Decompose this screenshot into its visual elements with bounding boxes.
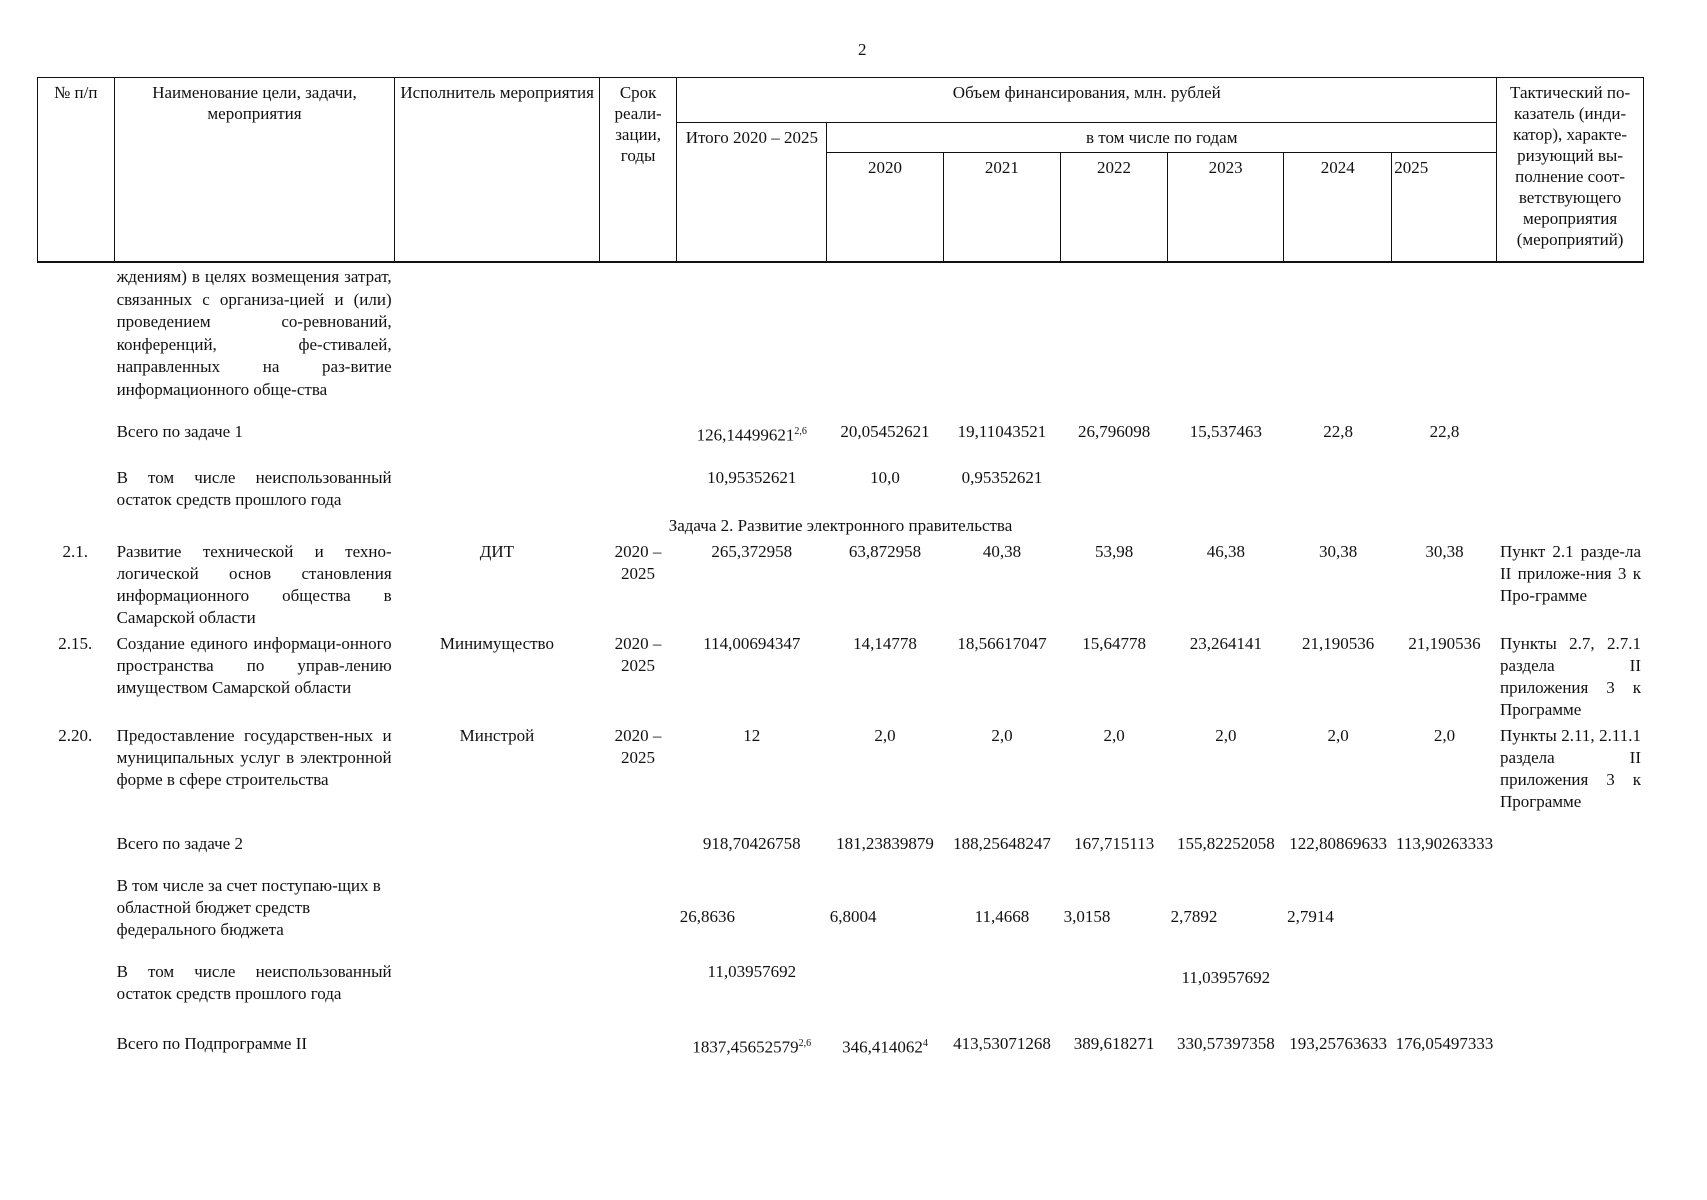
table-row (37, 264, 1644, 403)
task1-unused-total: 10,95352621 (707, 467, 797, 487)
row-2025: 21,190536 (1408, 633, 1481, 653)
row-num: 2.1. (62, 541, 89, 561)
subprogram-2021: 413,53071268 (953, 1033, 1051, 1053)
header-funding: Объем финансирования, млн. рублей (677, 78, 1497, 123)
task2-2024: 122,80869633 (1289, 833, 1387, 853)
row-2023: 2,0 (1215, 725, 1237, 745)
header-num: № п/п (38, 78, 115, 263)
row-2022: 15,64778 (1082, 633, 1147, 653)
row-2020: 2,0 (874, 725, 896, 745)
row-2021: 18,56617047 (957, 633, 1047, 653)
task1-total-value: 126,14499621$^{2,6}$ (696, 425, 807, 445)
header-year-2021: 2021 (943, 153, 1060, 263)
table-row (37, 873, 1644, 943)
row-2022: 2,0 (1103, 725, 1125, 745)
row-2021: 2,0 (991, 725, 1013, 745)
row-executor: Минстрой (459, 725, 535, 745)
row-2023: 23,264141 (1189, 633, 1262, 653)
table-header (37, 77, 1644, 263)
task1-2020: 20,05452621 (840, 422, 930, 441)
row-executor: ДИТ (479, 541, 515, 561)
task2-federal-2020: 6,8004 (829, 906, 877, 926)
row-term: 2020 – 2025 (614, 633, 662, 675)
header-year-2022: 2022 (1061, 153, 1168, 263)
row-num: 2.15. (58, 633, 93, 653)
subprogram-2020: 346,414062$^4$ (842, 1037, 928, 1057)
task1-unused-2021: 0,95352621 (961, 467, 1043, 487)
task1-2022: 26,796098 (1078, 422, 1151, 441)
task2-2021: 188,25648247 (953, 833, 1051, 853)
task2-total-label: Всего по задаче 2 (116, 833, 243, 853)
row-indicator: Пункты 2.7, 2.7.1 раздела II приложения 3 к Программе (1500, 633, 1641, 719)
header-year-2020: 2020 (827, 153, 943, 263)
header-by-years: в том числе по годам (827, 123, 1497, 153)
row-2020: 14,14778 (853, 633, 917, 653)
row-indicator: Пункт 2.1 разде-ла II приложе-ния 3 к Про-грамме (1500, 541, 1641, 605)
subprogram-2025: 176,05497333 (1395, 1033, 1494, 1053)
table-row (37, 959, 1644, 1007)
task1-2024: 22,8 (1323, 422, 1353, 441)
row-2020: 63,872958 (848, 541, 922, 561)
table-row (37, 539, 1644, 631)
task1-total-label: Всего по задаче 1 (116, 422, 243, 441)
header-year-2025: 2025 (1392, 153, 1497, 263)
row-2025: 30,38 (1425, 541, 1464, 561)
row-2022: 53,98 (1095, 541, 1134, 561)
table-body (37, 264, 1644, 1060)
subprogram-2024: 193,25763633 (1289, 1033, 1387, 1053)
subprogram-total-label: Всего по Подпрограмме II (116, 1033, 308, 1053)
row-term: 2020 – 2025 (614, 541, 662, 583)
task1-unused-2020: 10,0 (870, 467, 900, 487)
task2-federal-2024: 2,7914 (1287, 906, 1334, 926)
row-executor: Минимущество (439, 633, 554, 653)
task2-2022: 167,715113 (1074, 833, 1155, 853)
header-total: Итого 2020 – 2025 (677, 123, 827, 263)
row-total: 265,372958 (711, 541, 793, 561)
task2-unused-2023: 11,03957692 (1181, 967, 1271, 987)
task2-federal-2022: 3,0158 (1063, 906, 1111, 926)
task1-unused-label: В том числе неиспользованный остаток средств прошлого года (116, 467, 392, 509)
header-term: Срок реали-зации, годы (599, 78, 677, 263)
task2-total-value: 918,70426758 (702, 833, 801, 853)
header-year-2023: 2023 (1167, 153, 1283, 263)
table-row (37, 419, 1644, 449)
task2-2020: 181,23839879 (836, 833, 934, 853)
task2-federal-2023: 2,7892 (1170, 906, 1218, 926)
task1-2021: 19,11043521 (957, 422, 1047, 441)
row-term: 2020 – 2025 (614, 725, 662, 767)
row-2024: 2,0 (1327, 725, 1349, 745)
row-2021: 40,38 (982, 541, 1022, 561)
row-2024: 21,190536 (1301, 633, 1375, 653)
row-indicator: Пункты 2.11, 2.11.1 раздела II приложения 3 к Программе (1500, 725, 1641, 811)
table-row (37, 465, 1644, 513)
header-executor: Исполнитель мероприятия (395, 78, 599, 263)
task2-unused-total: 11,03957692 (707, 961, 797, 981)
page-number: 2 (858, 40, 867, 59)
task2-federal-2021: 11,4668 (974, 906, 1030, 926)
row-2023: 46,38 (1206, 541, 1245, 561)
row-name: Предоставление государствен-ных и муниципальных услуг в электронной форме в сфере строительства (116, 725, 392, 789)
task1-2023: 15,537463 (1189, 422, 1262, 441)
task1-2025: 22,8 (1429, 422, 1460, 441)
row-2025: 2,0 (1433, 725, 1456, 745)
row-2024: 30,38 (1318, 541, 1358, 561)
subprogram-2022: 389,618271 (1073, 1033, 1155, 1053)
subprogram-total-value: 1837,45652579$^{2,6}$ (692, 1037, 812, 1057)
row-total: 12 (743, 725, 761, 745)
row-num: 2.20. (58, 725, 93, 745)
table-row (37, 831, 1644, 857)
header-year-2024: 2024 (1284, 153, 1392, 263)
task2-title: Задача 2. Развитие электронного правительства (668, 515, 1013, 535)
table-row (37, 723, 1644, 815)
continuation-text: ждениям) в целях возмещения затрат, связанных с организа-цией и (или) проведением со-ревнований, конференций, фе-стивалей, направленных на раз-витие информационного обще-ства (116, 267, 392, 399)
subprogram-2023: 330,57397358 (1176, 1033, 1275, 1053)
table-row (37, 1031, 1644, 1061)
task2-2025: 113,90263333 (1395, 833, 1494, 853)
row-name: Развитие технической и техно-логической основ становления информационного общества в Самарской области (116, 541, 392, 627)
row-name: Создание единого информаци-онного пространства по управ-лению имуществом Самарской области (116, 633, 392, 697)
task2-federal-label: В том числе за счет поступаю-щих в областной бюджет средств федерального бюджета (116, 875, 381, 939)
task2-unused-label: В том числе неиспользованный остаток средств прошлого года (116, 961, 392, 1003)
header-indicator: Тактический по-казатель (инди-катор), характе-ризующий вы-полнение соот-ветствующего мероприятия (мероприятий) (1497, 78, 1644, 263)
task2-2023: 155,82252058 (1176, 833, 1275, 853)
header-name: Наименование цели, задачи, мероприятия (114, 78, 395, 263)
task2-federal-total: 26,8636 (679, 906, 736, 926)
row-total: 114,00694347 (703, 633, 801, 653)
table-row (37, 631, 1644, 723)
